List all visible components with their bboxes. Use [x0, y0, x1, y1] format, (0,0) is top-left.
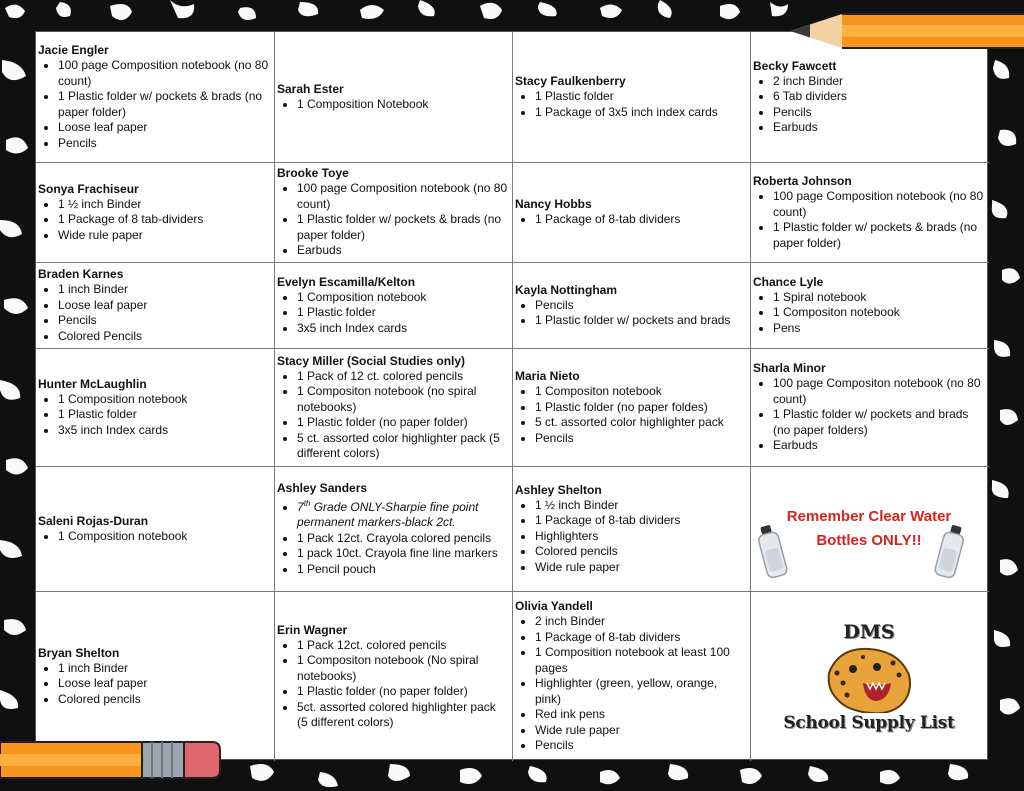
supply-item: • Highlighters	[535, 529, 746, 545]
teacher-name: Kayla Nottingham	[515, 282, 618, 297]
supply-list	[277, 369, 508, 462]
supply-item: • 1 Plastic folder w/ pockets & brads (no paper folder)	[58, 89, 270, 120]
supply-item: • 1 Package of 8 tab-dividers	[58, 212, 270, 228]
supply-list	[515, 212, 746, 228]
teacher-name: Stacy Miller (Social Studies only)	[277, 353, 466, 368]
supply-item: • 1 Composition notebook	[297, 290, 508, 306]
supply-list	[753, 74, 985, 136]
teacher-cell	[513, 349, 751, 467]
supply-list	[753, 376, 985, 454]
teacher-name: Braden Karnes	[38, 267, 124, 281]
teacher-name: Hunter McLaughlin	[38, 376, 147, 391]
teacher-name: Sarah Ester	[277, 81, 344, 96]
supply-item: • 1 Plastic folder (no paper foldes)	[535, 400, 746, 416]
water-bottle-reminder	[751, 467, 989, 592]
teacher-name: Stacy Faulkenberry	[515, 74, 626, 88]
teacher-name: Sonya Frachiseur	[38, 181, 139, 196]
supply-list	[515, 89, 746, 120]
supply-list	[515, 384, 746, 446]
supply-list	[38, 392, 270, 439]
supply-item: • Pens	[773, 321, 985, 337]
supply-list	[38, 197, 270, 244]
supply-item: • 1 Plastic folder w/ pockets & brads (no paper folder)	[297, 212, 508, 243]
teacher-name: Brooke Toye	[277, 166, 349, 181]
supply-item: • Wide rule paper	[58, 228, 270, 244]
supply-list	[38, 282, 270, 344]
supply-list	[277, 290, 508, 337]
supply-item: • 1 Plastic folder	[58, 407, 270, 423]
supply-item: • 1 Plastic folder (no paper folder)	[297, 684, 508, 700]
supply-item: • 1 Pack 12ct. Crayola colored pencils	[297, 531, 508, 547]
supply-list	[38, 661, 270, 708]
teacher-name: Jacie Engler	[38, 43, 109, 57]
supply-item: • 2 inch Binder	[535, 614, 746, 630]
supply-item: • 1 Spiral notebook	[773, 290, 985, 306]
supply-list	[515, 614, 746, 754]
supply-item: • 3x5 inch Index cards	[58, 423, 270, 439]
supply-item: • 1 Pack of 12 ct. colored pencils	[297, 369, 508, 385]
teacher-cell	[751, 349, 989, 467]
supply-list	[753, 189, 985, 251]
teacher-cell	[513, 32, 751, 163]
teacher-name: Nancy Hobbs	[515, 197, 592, 212]
supply-item: • 1 ½ inch Binder	[58, 197, 270, 213]
supply-item: • Earbuds	[773, 438, 985, 454]
pencil-bottom-left-icon	[0, 738, 222, 782]
supply-item: • Loose leaf paper	[58, 676, 270, 692]
supply-item: • 100 page Composition notebook (no 80 count)	[297, 181, 508, 212]
supply-list	[277, 181, 508, 259]
teacher-name: Sharla Minor	[753, 361, 826, 376]
supply-item: • 1 Compositon notebook (No spiral notebooks)	[297, 653, 508, 684]
teacher-cell	[275, 592, 513, 761]
supply-item: • 1 inch Binder	[58, 282, 270, 298]
supply-item: • 1 ½ inch Binder	[535, 498, 746, 514]
supply-item: • Colored Pencils	[58, 329, 270, 345]
supply-item: • 5 ct. assorted color highlighter pack	[535, 415, 746, 431]
supply-item: • Colored pencils	[535, 544, 746, 560]
supply-item: • Loose leaf paper	[58, 120, 270, 136]
supply-item: • 1 Plastic folder w/ pockets & brads (no paper folder)	[773, 220, 985, 251]
supply-item: • 1 inch Binder	[58, 661, 270, 677]
teacher-name: Becky Fawcett	[753, 58, 837, 73]
supply-item: • 1 Composition Notebook	[297, 97, 508, 113]
supply-item: • Highlighter (green, yellow, orange, pink)	[535, 676, 746, 707]
teacher-name: Bryan Shelton	[38, 645, 120, 660]
teacher-cell	[36, 32, 275, 163]
teacher-name: Olivia Yandell	[515, 599, 593, 614]
supply-item: • 1 Plastic folder	[535, 89, 746, 105]
teacher-name: Erin Wagner	[277, 622, 348, 637]
teacher-cell	[513, 163, 751, 263]
teacher-cell	[275, 349, 513, 467]
supply-list	[515, 498, 746, 576]
supply-item: • 1 Package of 8-tab dividers	[535, 513, 746, 529]
supply-list	[38, 58, 270, 151]
dms-logo	[751, 592, 989, 761]
teacher-cell	[513, 263, 751, 349]
supply-item: • 1 Compositon notebook (no spiral notebooks)	[297, 384, 508, 415]
supply-item: • 1 Composition notebook	[58, 529, 270, 545]
supply-list	[277, 97, 508, 113]
supply-item: • 5ct. assorted colored highlighter pack (5 different colors)	[297, 700, 508, 731]
supply-item: • 5 ct. assorted color highlighter pack (5 different colors)	[297, 431, 508, 462]
supply-item: • 2 inch Binder	[773, 74, 985, 90]
supply-list	[753, 290, 985, 337]
supply-item: • 1 Composition notebook at least 100 pages	[535, 645, 746, 676]
teacher-cell	[36, 349, 275, 467]
supply-item: • 7th Grade ONLY-Sharpie fine point permanent markers-black 2ct.	[297, 496, 508, 531]
supply-item: • 1 Plastic folder w/ pockets and brads	[535, 313, 746, 329]
teacher-name: Ashley Shelton	[515, 482, 602, 497]
supply-item: • 1 Package of 8-tab dividers	[535, 212, 746, 228]
supply-item: • 1 Plastic folder	[297, 305, 508, 321]
logo-title: DMS	[843, 620, 895, 643]
supply-item: • Pencils	[535, 738, 746, 754]
supply-item: • 1 Plastic folder (no paper folder)	[297, 415, 508, 431]
supply-item: • 1 Composition notebook	[58, 392, 270, 408]
supply-item: • 100 page Composition notebook (no 80 count)	[58, 58, 270, 89]
supply-item: • Red ink pens	[535, 707, 746, 723]
supply-item: • 1 Pack 12ct. colored pencils	[297, 638, 508, 654]
teacher-cell	[751, 263, 989, 349]
supply-item: • Pencils	[58, 136, 270, 152]
supply-list	[38, 529, 270, 545]
supply-item: • 1 Compositon notebook	[535, 384, 746, 400]
supply-item: • Loose leaf paper	[58, 298, 270, 314]
supply-item: • Pencils	[58, 313, 270, 329]
supply-item: • 100 page Compositon notebook (no 80 count)	[773, 376, 985, 407]
supply-item: • Wide rule paper	[535, 560, 746, 576]
teacher-cell	[513, 467, 751, 592]
teacher-name: Evelyn Escamilla/Kelton	[277, 274, 416, 289]
supply-item: • Colored pencils	[58, 692, 270, 708]
teacher-cell	[36, 263, 275, 349]
teacher-cell	[275, 263, 513, 349]
supply-item: • 1 pack 10ct. Crayola fine line markers	[297, 546, 508, 562]
supply-item: • Pencils	[535, 298, 746, 314]
supply-item: • 1 Pencil pouch	[297, 562, 508, 578]
logo-subtitle: School Supply List	[783, 712, 955, 733]
teacher-cell	[275, 32, 513, 163]
supply-item: • 3x5 inch Index cards	[297, 321, 508, 337]
reminder-text: Remember Clear Water Bottles ONLY!!	[786, 508, 952, 549]
supply-item: • 1 Package of 3x5 inch index cards	[535, 105, 746, 121]
teacher-cell	[513, 592, 751, 761]
supply-item: • Earbuds	[773, 120, 985, 136]
supply-grid	[35, 31, 988, 760]
supply-item: • 1 Package of 8-tab dividers	[535, 630, 746, 646]
teacher-name: Maria Nieto	[515, 369, 580, 383]
supply-list	[277, 638, 508, 731]
supply-item: • Pencils	[535, 431, 746, 447]
teacher-cell	[751, 163, 989, 263]
teacher-cell	[36, 163, 275, 263]
supply-item: • 6 Tab dividers	[773, 89, 985, 105]
supply-item: • 1 Compositon notebook	[773, 305, 985, 321]
pencil-top-right-icon	[790, 8, 1024, 54]
teacher-name: Roberta Johnson	[753, 174, 852, 188]
supply-item: • 100 page Composition notebook (no 80 count)	[773, 189, 985, 220]
supply-item: • 1 Plastic folder w/ pockets and brads (no paper folders)	[773, 407, 985, 438]
supply-item: • Pencils	[773, 105, 985, 121]
supply-list	[277, 496, 508, 578]
teacher-name: Ashley Sanders	[277, 480, 368, 495]
teacher-name: Chance Lyle	[753, 274, 824, 289]
teacher-name: Saleni Rojas-Duran	[38, 513, 149, 528]
teacher-cell	[275, 467, 513, 592]
teacher-cell	[36, 592, 275, 761]
jaguar-icon	[823, 643, 915, 713]
supply-item: • Wide rule paper	[535, 723, 746, 739]
supply-item: • Earbuds	[297, 243, 508, 259]
teacher-cell	[275, 163, 513, 263]
teacher-cell	[36, 467, 275, 592]
supply-list	[515, 298, 746, 329]
